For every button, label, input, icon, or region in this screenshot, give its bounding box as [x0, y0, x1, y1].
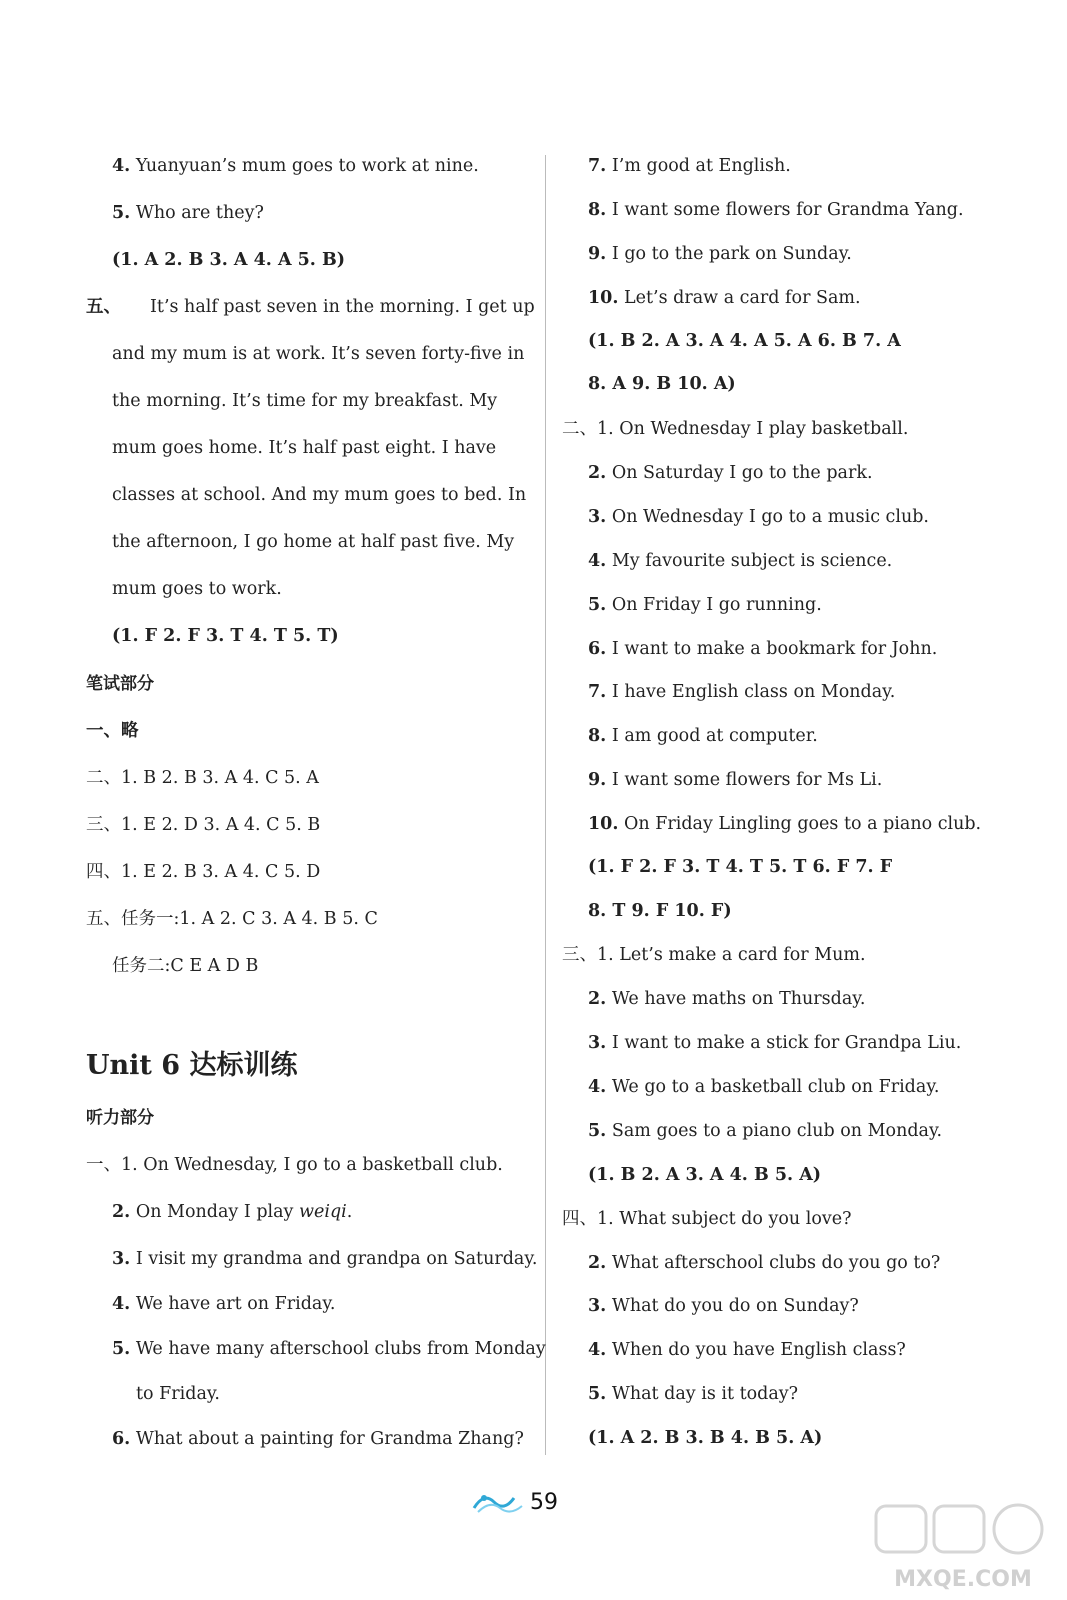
passage-line: and my mum is at work. It’s seven forty-five in — [112, 344, 525, 364]
transcript-line: 四、1. What subject do you love? — [562, 1209, 852, 1229]
transcript-line: 4. My favourite subject is science. — [588, 551, 893, 571]
passage-line: It’s half past seven in the morning. I get up — [150, 297, 535, 317]
transcript-line: 8. I am good at computer. — [588, 726, 818, 746]
passage-line: the morning. It’s time for my breakfast. My — [112, 391, 498, 411]
transcript-line: 7. I have English class on Monday. — [588, 682, 896, 702]
transcript-line: 一、1. On Wednesday, I go to a basketball club. — [86, 1155, 503, 1175]
transcript-line: 7. I’m good at English. — [588, 156, 791, 176]
passage-line: mum goes home. It’s half past eight. I have — [112, 438, 497, 458]
answer-key: (1. A 2. B 3. A 4. A 5. B) — [112, 250, 346, 270]
answer-line: 五、任务一:1. A 2. C 3. A 4. B 5. C — [86, 909, 378, 929]
transcript-line: 2. We have maths on Thursday. — [588, 989, 866, 1009]
transcript-line: 5. On Friday I go running. — [588, 595, 822, 615]
answer-key: (1. F 2. F 3. T 4. T 5. T) — [112, 626, 339, 646]
transcript-line: 2. What afterschool clubs do you go to? — [588, 1253, 941, 1273]
answer-line: 4. Yuanyuan’s mum goes to work at nine. — [112, 156, 479, 176]
transcript-line: 8. I want some flowers for Grandma Yang. — [588, 200, 964, 220]
watermark-text: MXQE.COM — [894, 1567, 1032, 1592]
answer-line: 四、1. E 2. B 3. A 4. C 5. D — [86, 862, 321, 882]
answer-line: 二、1. B 2. B 3. A 4. C 5. A — [86, 768, 319, 788]
transcript-line: 10. Let’s draw a card for Sam. — [588, 288, 861, 308]
section-heading: 听力部分 — [86, 1108, 154, 1128]
answer-line: 5. Who are they? — [112, 203, 264, 223]
transcript-line: 2. On Saturday I go to the park. — [588, 463, 873, 483]
passage-line: the afternoon, I go home at half past five. My — [112, 532, 515, 552]
column-divider — [545, 155, 546, 1455]
answer-line: 任务二:C E A D B — [112, 956, 259, 976]
transcript-line: 9. I want some flowers for Ms Li. — [588, 770, 883, 790]
transcript-line: 9. I go to the park on Sunday. — [588, 244, 852, 264]
transcript-line: 6. I want to make a bookmark for John. — [588, 639, 938, 659]
passage-line: classes at school. And my mum goes to bed. In — [112, 485, 527, 505]
unit-title: Unit 6 达标训练 — [86, 1050, 298, 1081]
transcript-line: 5. What day is it today? — [588, 1384, 799, 1404]
answer-key: (1. B 2. A 3. A 4. B 5. A) — [588, 1165, 822, 1185]
page-number: 59 — [530, 1490, 558, 1515]
transcript-line: 6. What about a painting for Grandma Zhang? — [112, 1429, 524, 1449]
transcript-line: 三、1. Let’s make a card for Mum. — [562, 945, 866, 965]
transcript-line: 2. On Monday I play weiqi. — [112, 1202, 353, 1222]
answer-key: (1. A 2. B 3. B 4. B 5. A) — [588, 1428, 823, 1448]
watermark-logo — [868, 1500, 1058, 1595]
transcript-line: 3. What do you do on Sunday? — [588, 1296, 859, 1316]
section-heading: 笔试部分 — [86, 674, 154, 694]
transcript-line: 4. We have art on Friday. — [112, 1294, 336, 1314]
transcript-line: 10. On Friday Lingling goes to a piano club. — [588, 814, 982, 834]
transcript-line: 3. I want to make a stick for Grandpa Liu. — [588, 1033, 962, 1053]
transcript-line: 4. We go to a basketball club on Friday. — [588, 1077, 940, 1097]
page-ornament-icon — [470, 1488, 526, 1518]
answer-key: 8. A 9. B 10. A) — [588, 374, 736, 394]
answer-key: 8. T 9. F 10. F) — [588, 901, 732, 921]
passage-line: mum goes to work. — [112, 579, 282, 599]
transcript-line: 3. I visit my grandma and grandpa on Saturday. — [112, 1249, 538, 1269]
section-label: 五、 — [86, 297, 121, 317]
transcript-line: 5. Sam goes to a piano club on Monday. — [588, 1121, 943, 1141]
answer-line: 一、略 — [86, 721, 139, 741]
transcript-line: 3. On Wednesday I go to a music club. — [588, 507, 929, 527]
answer-key: (1. F 2. F 3. T 4. T 5. T 6. F 7. F — [588, 857, 893, 877]
transcript-line: to Friday. — [136, 1384, 220, 1404]
transcript-line: 二、1. On Wednesday I play basketball. — [562, 419, 909, 439]
transcript-line: 5. We have many afterschool clubs from Monday — [112, 1339, 546, 1359]
transcript-line: 4. When do you have English class? — [588, 1340, 906, 1360]
answer-line: 三、1. E 2. D 3. A 4. C 5. B — [86, 815, 321, 835]
answer-key: (1. B 2. A 3. A 4. A 5. A 6. B 7. A — [588, 331, 901, 351]
